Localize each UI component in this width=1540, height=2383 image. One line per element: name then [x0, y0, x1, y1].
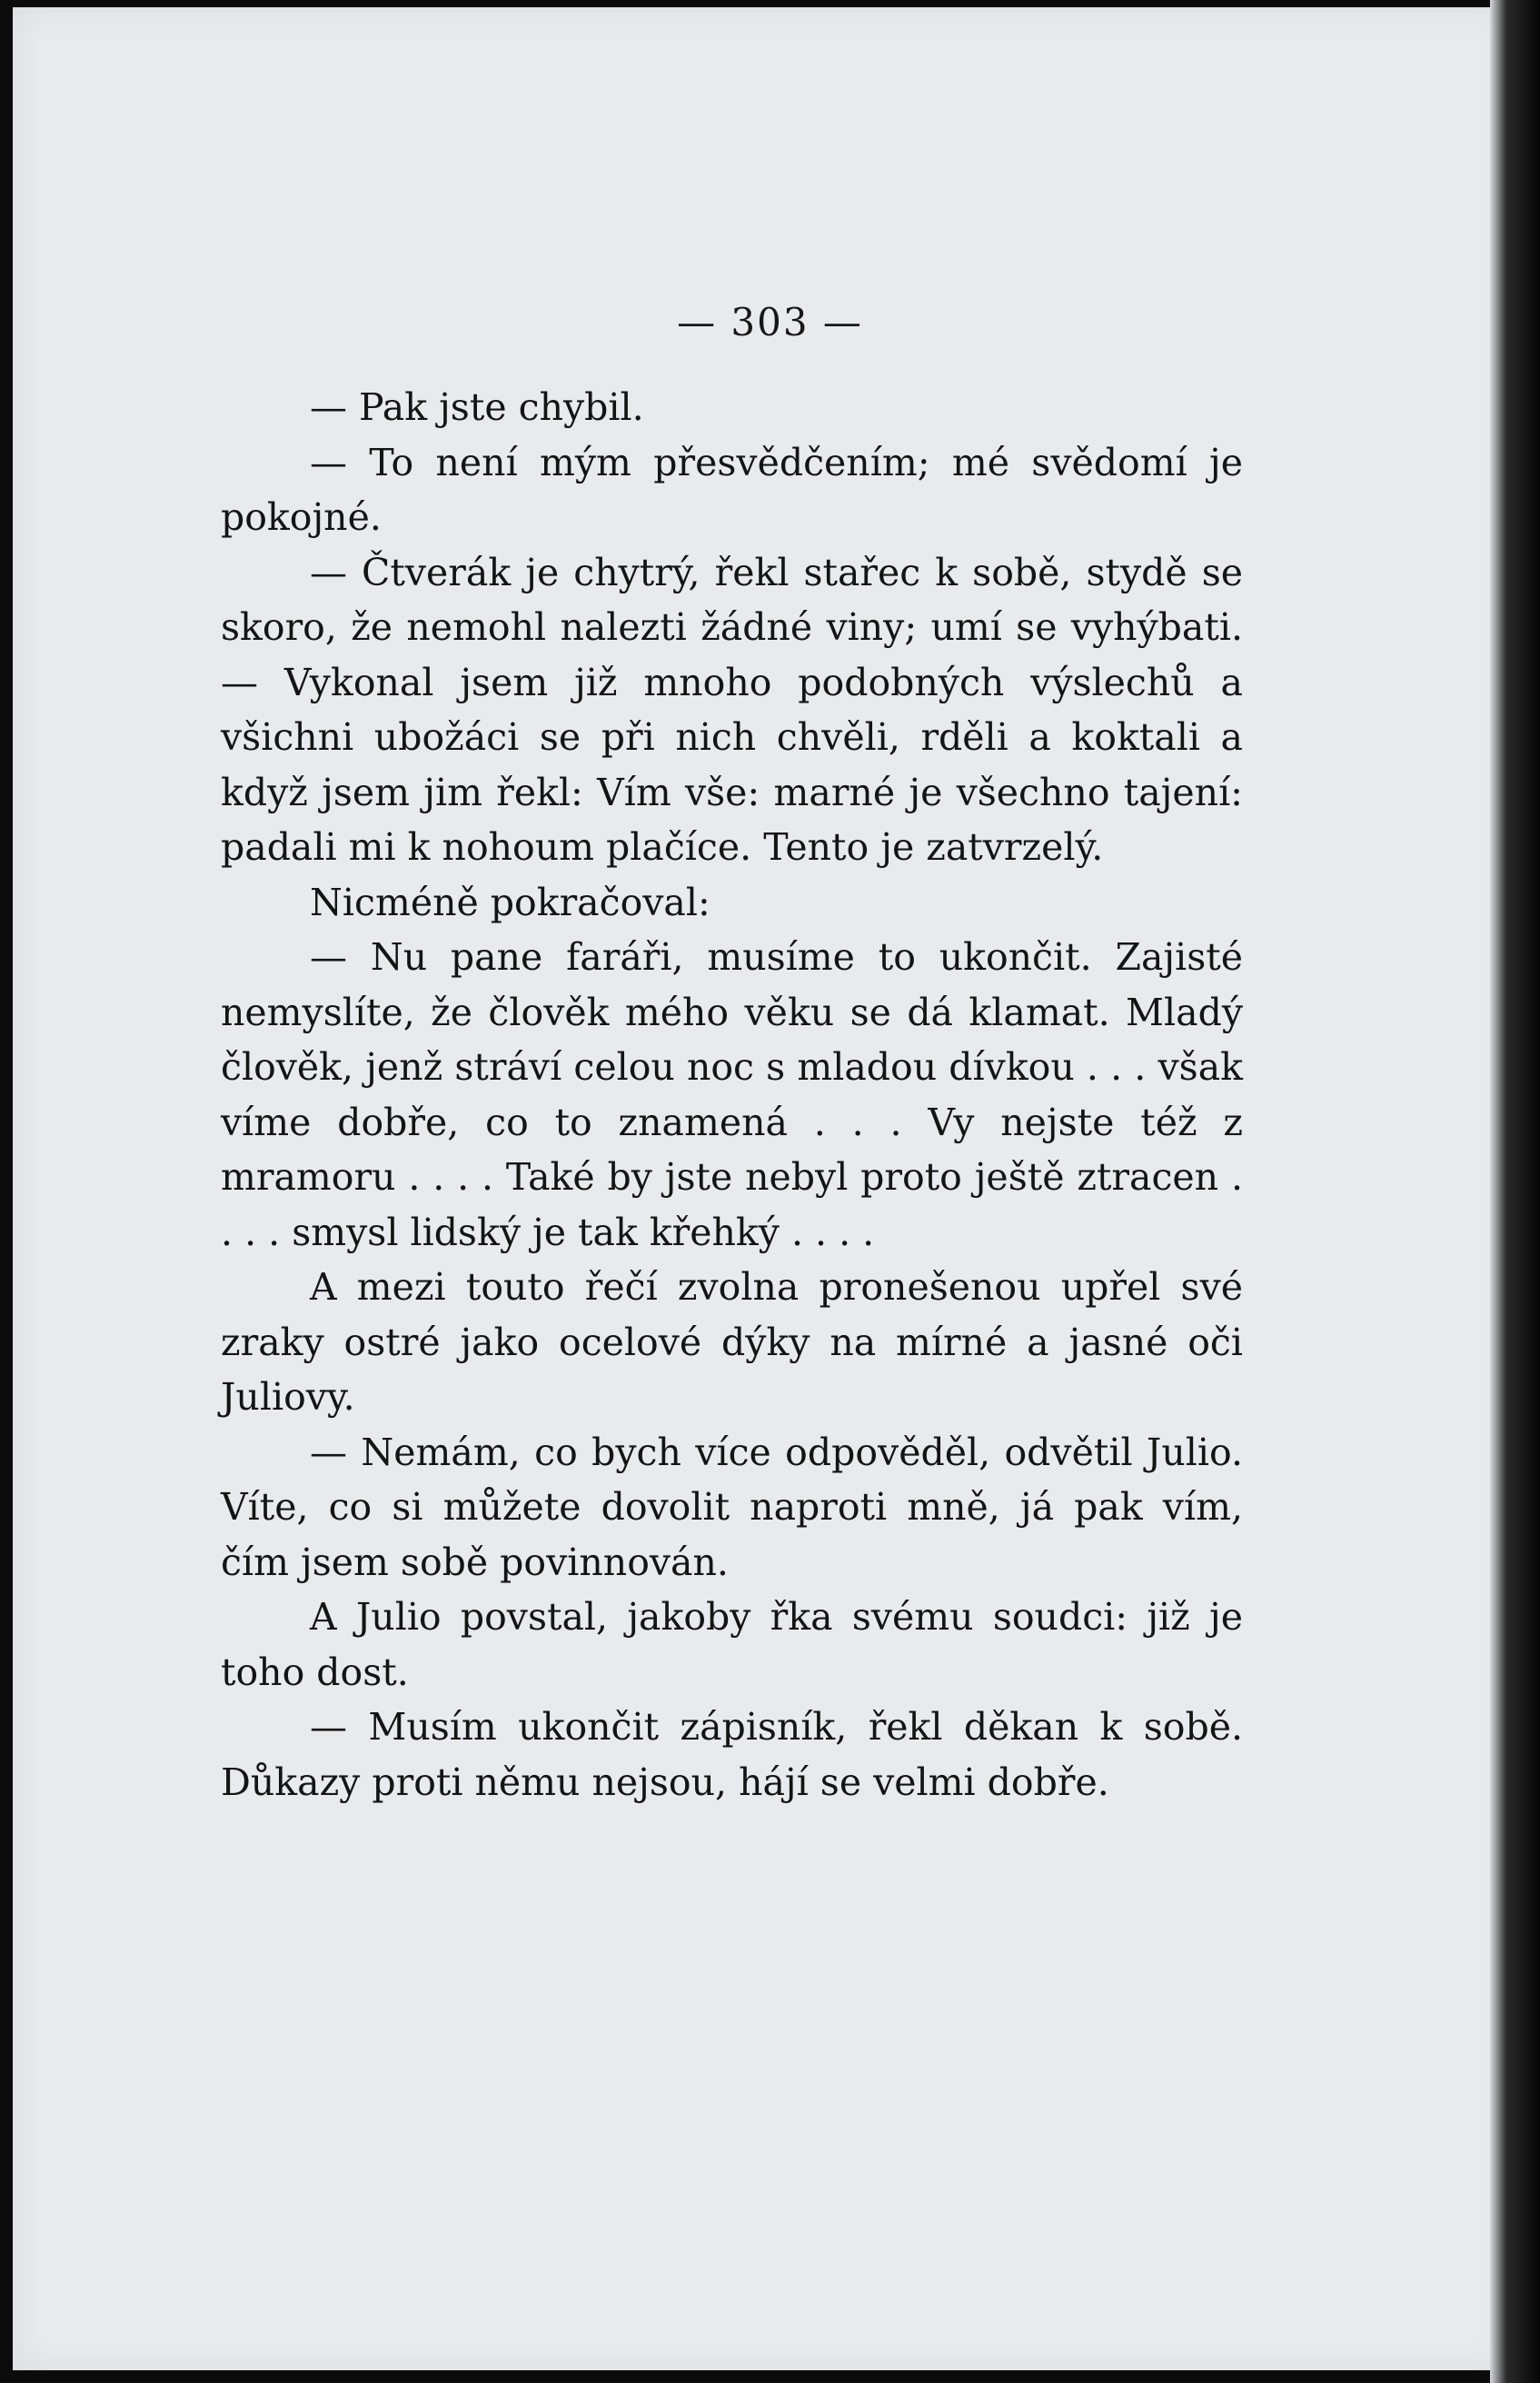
paragraph: — Nu pane faráři, musíme to ukončit. Zajisté nemyslíte, že člověk mého věku se dá klamat. Mladý člověk, jenž stráví celou noc s mladou dívkou . . . však víme dobře, co to znamená . . . Vy nejste též z mramoru . . . . Také by jste nebyl proto ještě ztracen . . . . smysl lidský je tak křehký . . . .	[221, 935, 1243, 1254]
paragraph: — Čtverák je chytrý, řekl stařec k sobě, stydě se skoro, že nemohl nalezti žádné viny; umí se vyhýbati. — Vykonal jsem již mnoho podobných výslechů a všichni ubožáci se při nich chvěli, rděli a koktali a když jsem jim řekl: Vím vše: marné je všechno tajení: padali mi k nohoum plačíce. Tento je zatvrzelý.	[221, 550, 1243, 869]
paragraph: A Julio povstal, jakoby řka svému soudci: již je toho dost.	[221, 1595, 1243, 1694]
paragraph: — Musím ukončit zápisník, řekl děkan k sobě. Důkazy proti němu nejsou, hájí se velmi dobře.	[221, 1705, 1243, 1804]
paragraph: — To není mým přesvědčením; mé svědomí je pokojné.	[221, 440, 1243, 539]
body-text	[221, 380, 1243, 1810]
paragraph: — Nemám, co bych více odpověděl, odvětil Julio. Víte, co si můžete dovolit naproti mně, já pak vím, čím jsem sobě povinnován.	[221, 1430, 1243, 1584]
page-binding-edge	[1490, 0, 1540, 2383]
page-number: — 303 —	[677, 300, 863, 344]
paragraph: A mezi touto řečí zvolna pronešenou upřel své zraky ostré jako ocelové dýky na mírné a jasné oči Juliovy.	[221, 1265, 1243, 1419]
paragraph: — Pak jste chybil.	[310, 385, 644, 429]
paragraph: Nicméně pokračoval:	[310, 880, 710, 924]
